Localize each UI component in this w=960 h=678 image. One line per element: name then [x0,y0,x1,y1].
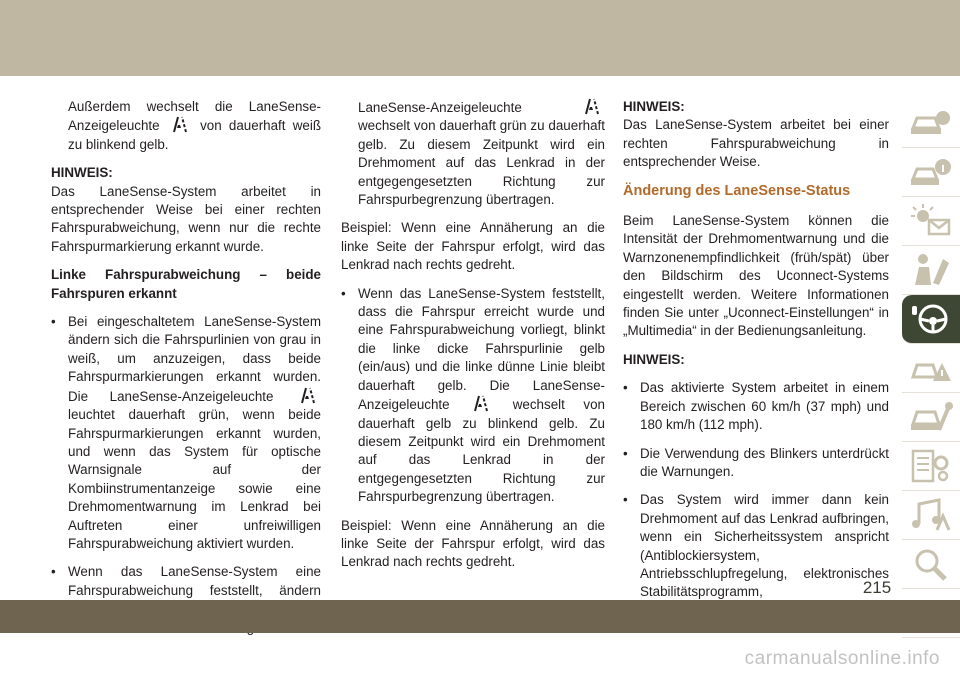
sidebar-item-safety[interactable] [902,246,960,295]
list-item: • Das aktivierte System arbeitet in einem Bereich zwischen 60 km/h (37 mph) und 180 km/h (112 mph). [623,380,889,433]
bullet-symbol: • [623,380,628,396]
bullet-symbol: • [623,492,628,508]
continued-paragraph: LaneSense-Anzeigeleuchte wechselt von dauerhaft grün zu dauerhaft gelb. Zu diesem Zeitpunkt wird ein Drehmoment auf das Lenkrad in der entgegengesetzten Richtung zur Fahrspurbegrenzung übertragen. [358,100,605,208]
warning-lights-icon [909,204,953,238]
note-label: HINWEIS: [623,99,685,114]
lanesense-icon [171,116,189,133]
chapter-sidebar [898,99,960,638]
watermark-text: carmanualsonline.info [744,648,940,669]
column-3 [623,98,889,630]
sidebar-item-specifications[interactable] [902,442,960,491]
note-label: HINWEIS: [623,351,685,367]
page-number: 215 [862,578,892,597]
sidebar-item-search[interactable] [902,540,960,589]
lanesense-icon [472,395,490,412]
emergency-icon [909,351,953,385]
info-car-icon [909,155,953,189]
steering-wheel-icon [909,302,953,336]
bullet-symbol: • [623,445,628,461]
section-title: Änderung des LaneSense-Status [623,182,851,199]
list-item: • Wenn das LaneSense-System eine Fahrspurabweichung feststellt, ändern [51,564,321,598]
note-text: Das LaneSense-System arbeitet bei einer rechten Fahrspurabweichung in entsprechender Weise. [623,117,889,170]
note-label: HINWEIS: [51,165,113,181]
list-item: • Wenn das LaneSense-System feststellt, dass die Fahrspur erreicht wurde und eine Fahrspurabweichung vorliegt, blinkt die linke dicke Fahrspurlinie gelb (ein/aus) und die linke dünne Linie bleibt dauerhaft gelb. Die LaneSense-Anzeigeleuchte wechselt von dauerhaft gelb zu blinkend gelb. Zu diesem Zeitpunkt wird ein Drehmoment auf das Lenkrad in der entgegengesetzten Richtung zur Fahrspurbegrenzung übertragen. [341,285,605,505]
bullet-symbol: • [51,314,56,330]
list-item: • Bei eingeschaltetem LaneSense-System ändern sich die Fahrspurlinien von grau in weiß, um anzuzeigen, dass beide Fahrspurmarkierungen erkannt wurden. Die LaneSense-Anzeigeleuchte leuchtet dauerhaft grün, wenn beide Fahrspurmarkierungen erkannt wurden, und wenn das System für optische Warnsignale auf der Kombiinstrumentanzeige sowie eine Drehmomentwarnung im Lenkrad bei Auftreten einer unfreiwilligen Fahrspurabweichung aktiviert wurden. [51,314,321,551]
column-1 [51,98,321,647]
sidebar-item-emergency[interactable] [902,344,960,393]
lanesense-icon [299,387,317,404]
sidebar-item-car-info[interactable] [902,99,960,148]
service-icon [909,400,953,434]
intro-paragraph: Außerdem wechselt die LaneSense-Anzeigeleuchte von dauerhaft weiß zu blinkend gelb. [68,99,321,152]
sidebar-item-multimedia[interactable] [902,491,960,540]
note-text: Das LaneSense-System arbeitet in entsprechender Weise bei einer rechten Fahrspurabweichung, wenn nur die rechte Fahrspurmarkierung erkannt wurde. [51,183,321,254]
list-item: • Das System wird immer dann kein Drehmoment auf das Lenkrad aufbringen, wenn ein Sicherheitssystem anspricht (Antiblockiersystem, Antriebsschlupfregelung, elektronisches Stabilitätsprogramm, [623,492,889,600]
multimedia-icon [909,498,953,532]
section-heading: Linke Fahrspurabweichung – beide Fahrspuren erkannt [51,267,321,301]
sidebar-item-info[interactable] [902,148,960,197]
sidebar-item-starting-operating[interactable] [902,295,960,344]
body-paragraph: Beim LaneSense-System können die Intensität der Drehmomentwarnung und die Warnzonenempfindlichkeit (früh/spät) über den Bildschirm des Uconnect-Systems eingestellt werden. Weitere Informationen finden Sie unter „Uconnect-Einstellungen“ in „Multimedia“ in der Bedienungsanleitung. [623,213,889,339]
column-2 [341,98,605,582]
header-band [0,0,960,76]
bullet-symbol: • [51,564,56,580]
bullet-symbol: • [341,285,346,301]
sidebar-item-service[interactable] [902,393,960,442]
car-info-icon [909,106,953,140]
list-item: • Die Verwendung des Blinkers unterdrückt die Warnungen. [623,445,889,479]
sidebar-item-warning-lights[interactable] [902,197,960,246]
search-icon [909,547,953,581]
specifications-icon [909,449,953,483]
footer-band [0,600,960,633]
lanesense-icon [583,98,601,115]
safety-icon [909,253,953,287]
example-paragraph: Beispiel: Wenn eine Annäherung an die linke Seite der Fahrspur erfolgt, wird das Lenkrad nach rechts gedreht. [341,517,605,570]
example-paragraph: Beispiel: Wenn eine Annäherung an die linke Seite der Fahrspur erfolgt, wird das Lenkrad nach rechts gedreht. [341,220,605,273]
